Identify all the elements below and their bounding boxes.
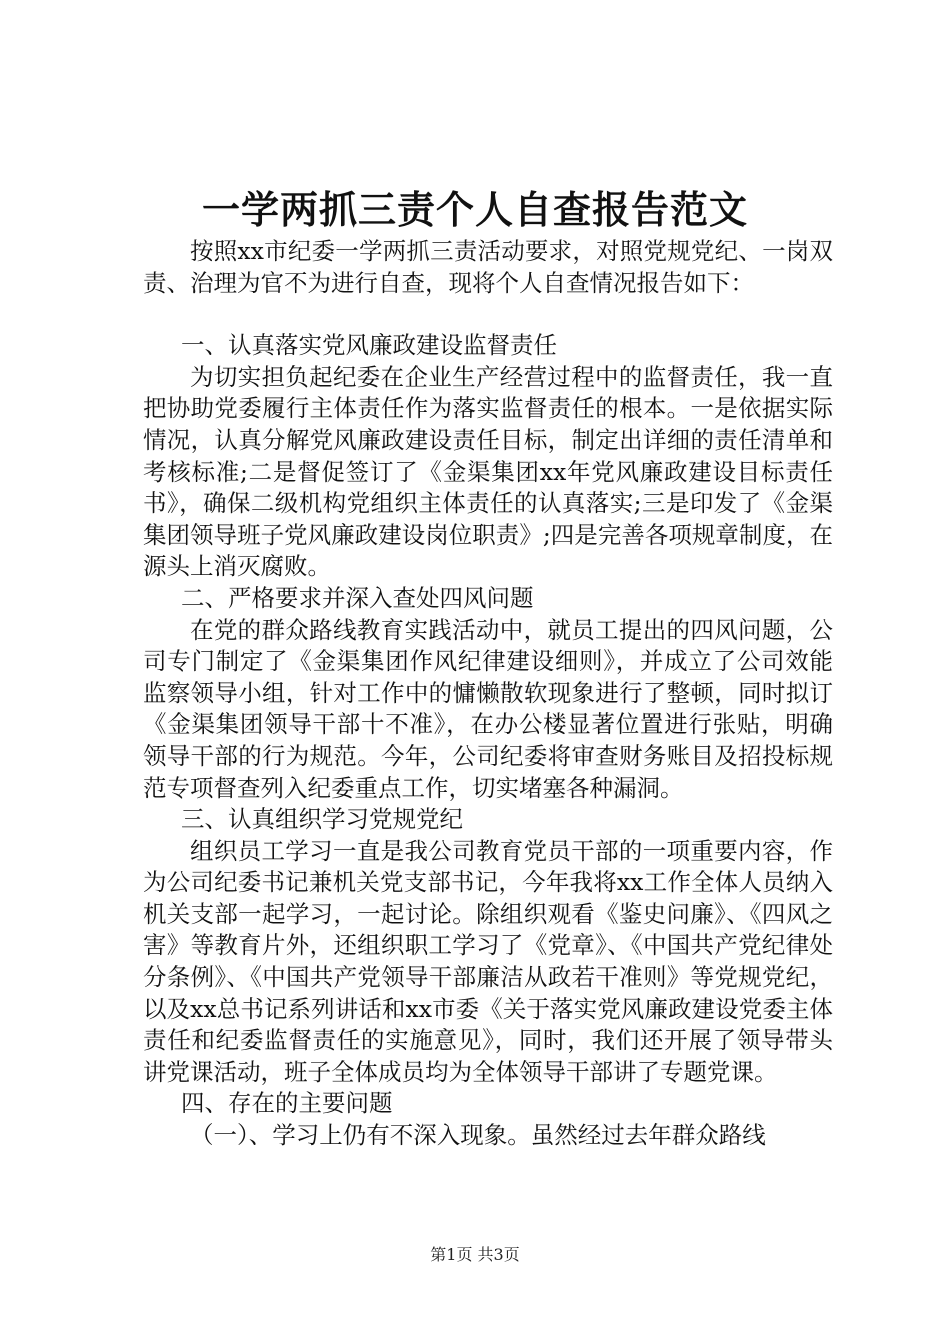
section-heading-3: 三、认真组织学习党规党纪 [181, 805, 463, 834]
section-heading-1: 一、认真落实党风廉政建设监督责任 [181, 331, 557, 360]
section-heading-2: 二、严格要求并深入查处四风问题 [181, 583, 534, 612]
section-paragraph-3: 组织员工学习一直是我公司教育党员干部的一项重要内容，作为公司纪委书记兼机关党支部书记，今年我将xx工作全体人员纳入机关支部一起学习，一起讨论。除组织观看《鉴史问廉》、《四风之害》等教育片外，还组织职工学习了《党章》、《中国共产党纪律处分条例》、《中国共产党领导干部廉洁从政若干准则》等党规党纪，以及xx总书记系列讲话和xx市委《关于落实党风廉政建设党委主体责任和纪委监督责任的实施意见》，同时，我们还开展了领导带头讲党课活动，班子全体成员均为全体领导干部讲了专题党课。 [143, 836, 833, 1086]
section-paragraph-1: 为切实担负起纪委在企业生产经营过程中的监督责任，我一直把协助党委履行主体责任作为落实监督责任的根本。一是依据实际情况，认真分解党风廉政建设责任目标，制定出详细的责任清单和考核标准;二是督促签订了《金渠集团xx年党风廉政建设目标责任书》，确保二级机构党组织主体责任的认真落实;三是印发了《金渠集团领导班子党风廉政建设岗位职责》;四是完善各项规章制度，在源头上消灭腐败。 [143, 362, 833, 581]
document-title: 一学两抓三责个人自查报告范文 [201, 187, 748, 232]
page-footer: 第1页 共3页 [430, 1245, 520, 1264]
intro-paragraph: 按照xx市纪委一学两抓三责活动要求，对照党规党纪、一岗双责、治理为官不为进行自查，现将个人自查情况报告如下： [143, 237, 833, 297]
document-body [143, 236, 833, 1152]
section-paragraph-2: 在党的群众路线教育实践活动中，就员工提出的四风问题，公司专门制定了《金渠集团作风纪律建设细则》，并成立了公司效能监察领导小组，针对工作中的慵懒散软现象进行了整顿，同时拟订《金渠集团领导干部十不准》，在办公楼显著位置进行张贴，明确领导干部的行为规范。今年，公司纪委将审查财务账目及招投标规范专项督查列入纪委重点工作，切实堵塞各种漏洞。 [143, 615, 833, 802]
section-heading-4: 四、存在的主要问题 [181, 1089, 393, 1118]
section-paragraph-4: （一）、学习上仍有不深入现象。虽然经过去年群众路线 [190, 1121, 766, 1150]
